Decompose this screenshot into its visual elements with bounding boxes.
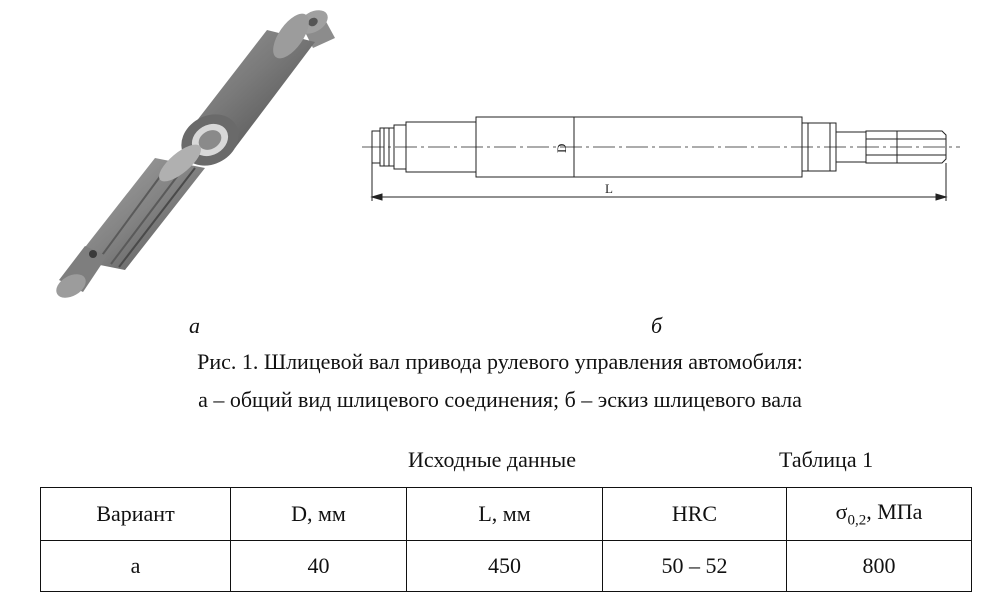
header-l: L, мм <box>407 488 603 541</box>
table-row <box>41 541 972 592</box>
header-hrc: HRC <box>603 488 787 541</box>
table-number: Таблица 1 <box>779 447 874 472</box>
cell-hrc: 50 – 52 <box>603 541 787 592</box>
cell-d: 40 <box>231 541 407 592</box>
spline-connection-3d-view <box>45 8 365 308</box>
spline-shaft-sketch <box>362 95 962 210</box>
sigma-subscript: 0,2 <box>847 512 867 529</box>
table-title: Исходные данные <box>408 447 576 472</box>
cell-variant: а <box>41 541 231 592</box>
dimension-d-label: D <box>554 143 569 153</box>
input-data-table <box>40 487 972 592</box>
header-sigma <box>787 488 972 541</box>
cell-l: 450 <box>407 541 603 592</box>
cell-sigma: 800 <box>787 541 972 592</box>
splined-shaft-part <box>52 139 206 303</box>
figure-label-b: б <box>651 313 663 338</box>
table-header-row <box>41 488 972 541</box>
figure-label-a: а <box>189 313 200 338</box>
figure-caption-line-2: а – общий вид шлицевого соединения; б – эскиз шлицевого вала <box>198 387 802 412</box>
figure-caption-line-1: Рис. 1. Шлицевой вал привода рулевого управления автомобиля: <box>197 349 803 374</box>
header-variant: Вариант <box>41 488 231 541</box>
sigma-symbol: σ <box>835 498 848 524</box>
dimension-l-label: L <box>605 181 613 196</box>
header-d: D, мм <box>231 488 407 541</box>
sigma-unit: , МПа <box>866 498 923 524</box>
